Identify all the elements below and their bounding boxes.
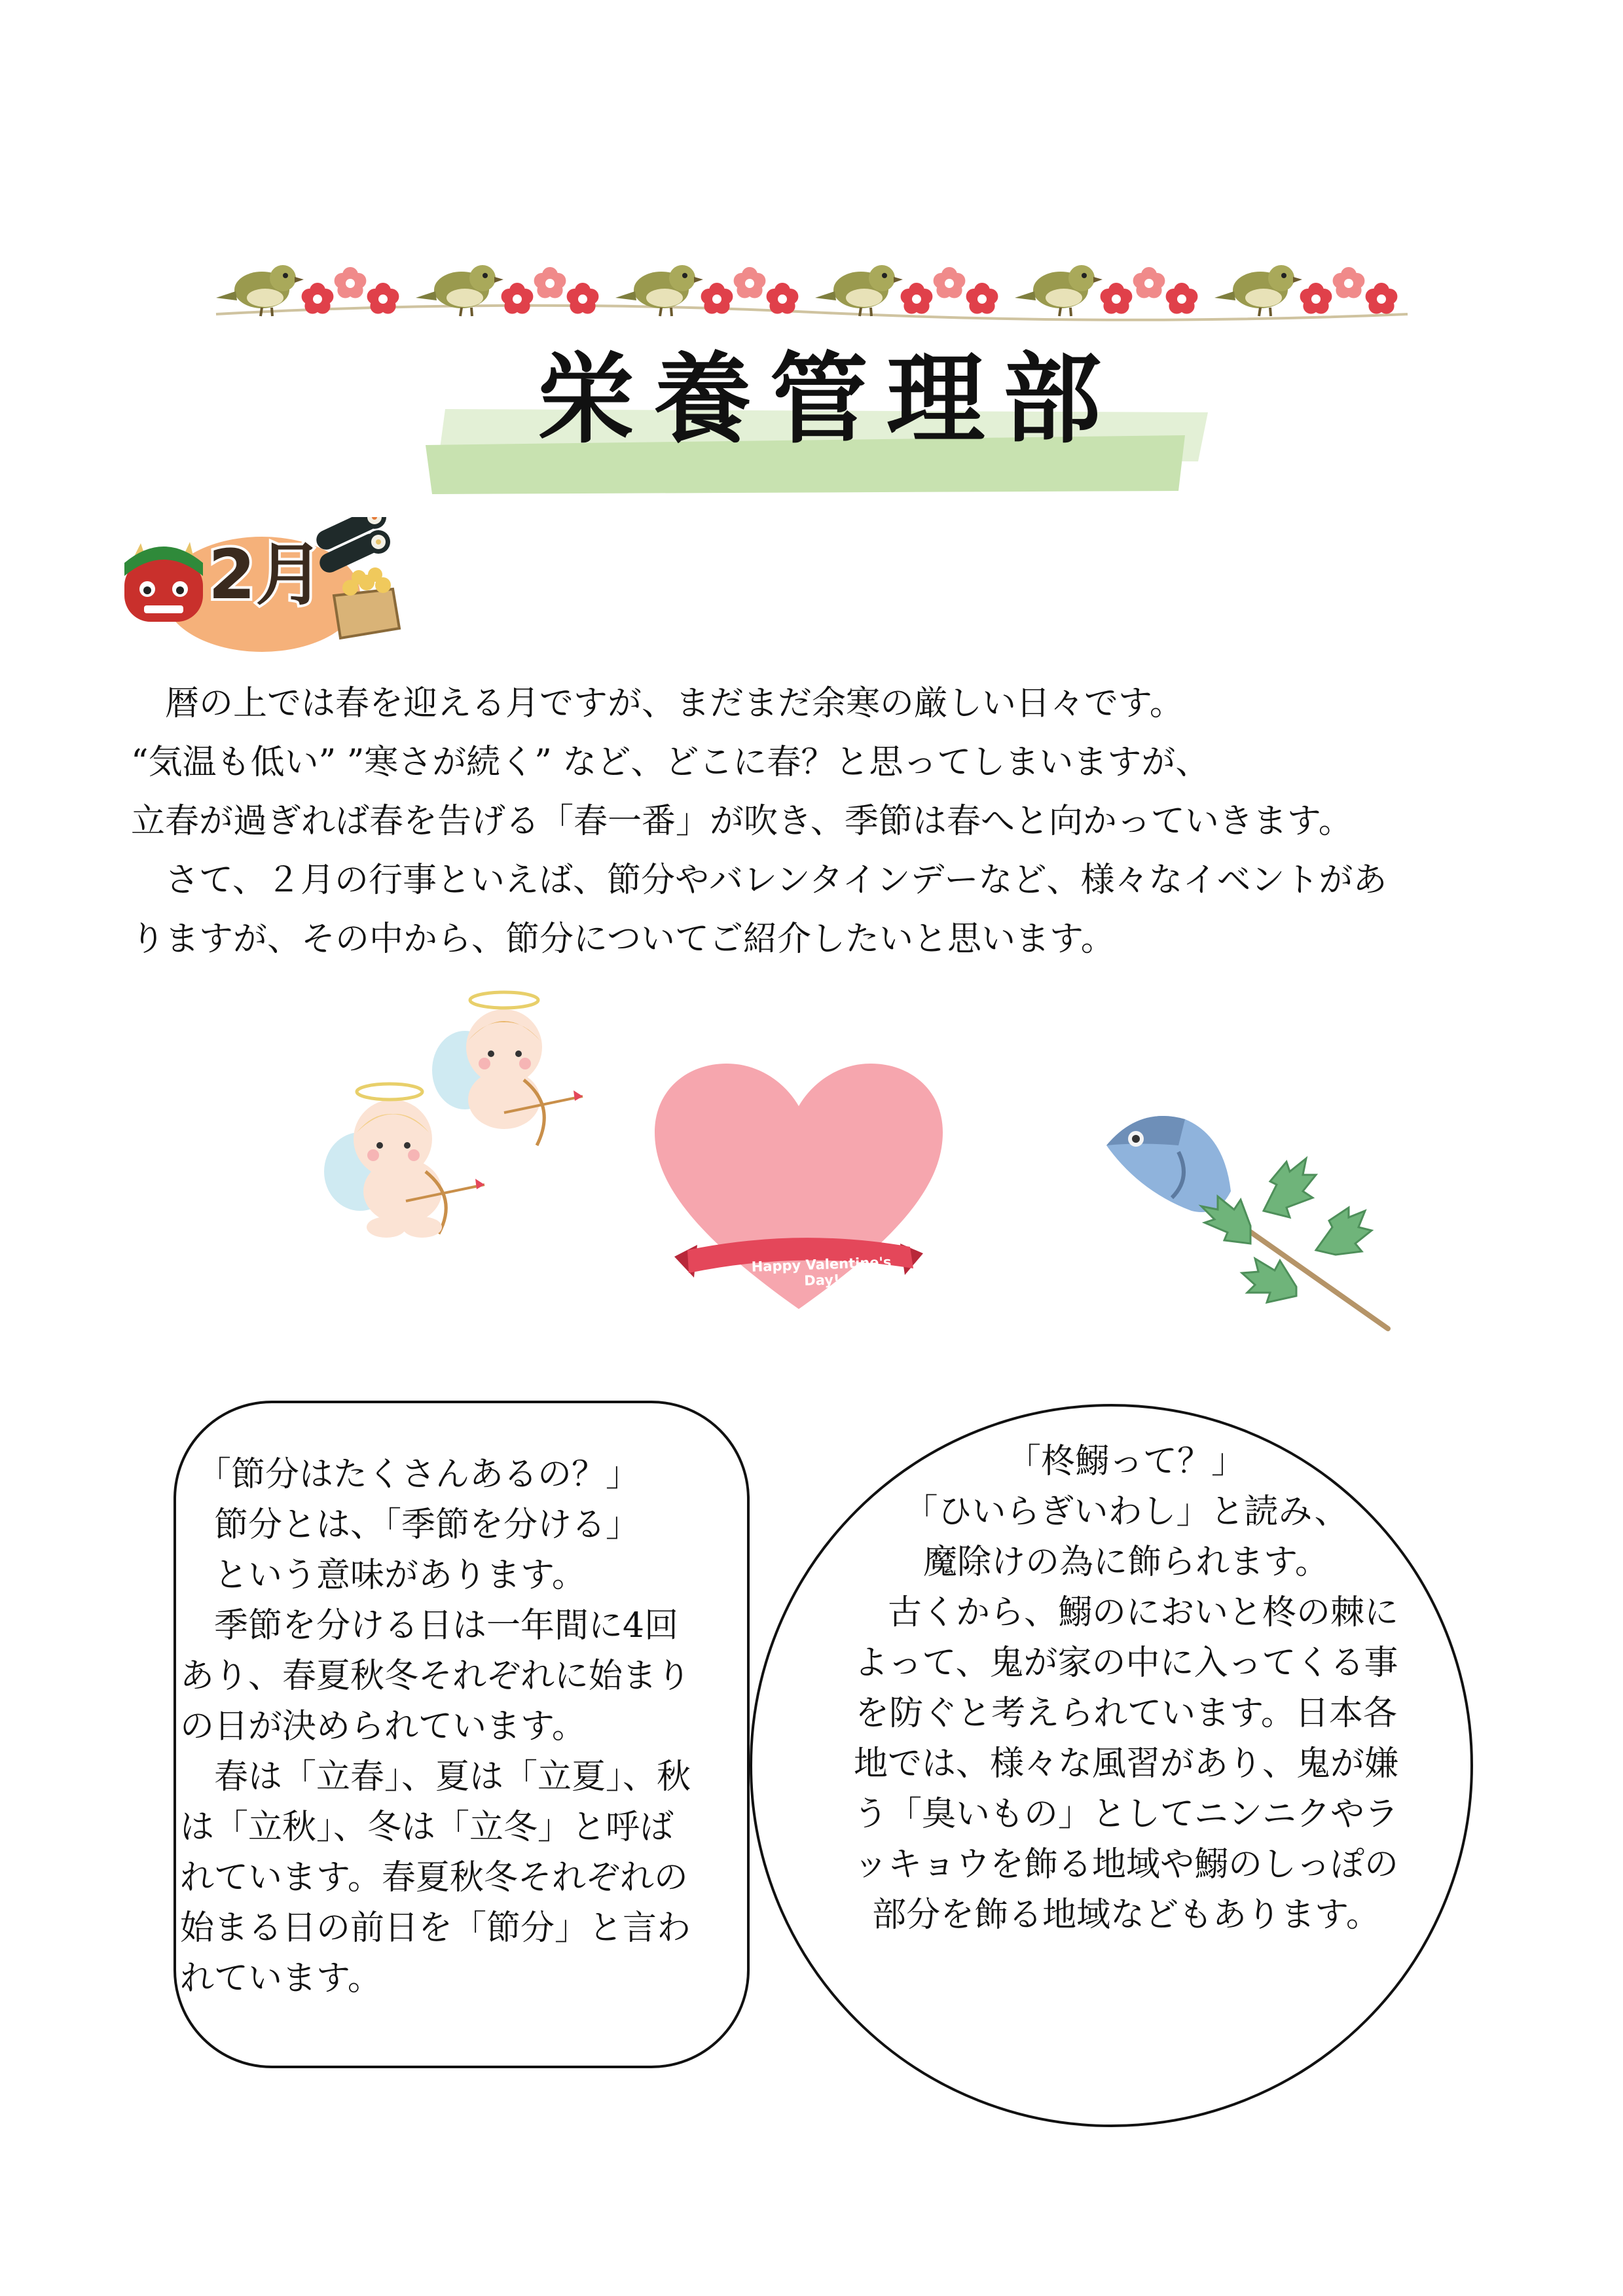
intro-line: りますが、その中から、節分についてご紹介したいと思います。 xyxy=(131,920,1115,959)
plum-blossom-icon xyxy=(1133,267,1165,298)
intro-paragraph xyxy=(131,674,1545,969)
plum-blossom-icon xyxy=(567,283,599,314)
setsubun-line: 春は「立春」、夏は「立夏」、秋 xyxy=(180,1757,691,1797)
intro-line: さて、２月の行事といえば、節分やバレンタインデーなど、様々なイベントがあ xyxy=(131,861,1387,900)
valentine-banner-text: Happy Valentine's Day! xyxy=(751,1254,892,1289)
plum-blossom-icon xyxy=(966,283,998,314)
iwashi-line: を防ぐと考えられています。日本各 xyxy=(855,1694,1397,1733)
plum-blossom-icon xyxy=(1366,283,1398,314)
intro-line: “気温も低い” ”寒さが続く” など、どこに春？と思ってしまいますが、 xyxy=(131,743,1210,782)
iwashi-line: 「ひいらぎいわし」と読み、 xyxy=(903,1492,1349,1532)
iwashi-line: ッキョウを飾る地域や鰯のしっぽの xyxy=(853,1845,1398,1884)
hiiragi-iwashi-icon xyxy=(1100,1106,1401,1368)
plum-blossom-icon xyxy=(534,267,566,298)
setsubun-line: れています。春夏秋冬それぞれの xyxy=(180,1858,688,1897)
iwashi-line: 魔除けの為に飾られます。 xyxy=(923,1543,1329,1582)
plum-blossom-icon xyxy=(335,267,367,298)
uguisu-icon xyxy=(815,265,903,316)
plum-blossom-icon xyxy=(1333,267,1365,298)
uguisu-icon xyxy=(1214,265,1302,316)
iwashi-line: 古くから、鰯のにおいと柊の棘に xyxy=(853,1593,1398,1632)
setsubun-line: 季節を分ける日は一年間に4回 xyxy=(180,1606,679,1645)
month-label: 2月 xyxy=(208,535,324,615)
page-title: 栄養管理部 xyxy=(537,342,1120,457)
setsubun-line: 始まる日の前日を「節分」と言わ xyxy=(180,1909,691,1948)
plum-blossom-icon xyxy=(901,283,933,314)
setsubun-heading: 「節分はたくさんあるの？」 xyxy=(180,1455,640,1494)
iwashi-heading: 「柊鰯って？」 xyxy=(1006,1442,1245,1481)
uguisu-icon xyxy=(1015,265,1103,316)
plum-blossom-icon xyxy=(367,283,399,314)
iwashi-line: 地では、様々な風習があり、鬼が嫌 xyxy=(853,1744,1398,1784)
cupids-icon xyxy=(308,982,602,1244)
bird-plum-banner xyxy=(210,252,1414,331)
iwashi-line: う「臭いもの」としてニンニクやラ xyxy=(853,1795,1398,1834)
setsubun-line: 節分とは、「季節を分ける」 xyxy=(180,1505,640,1545)
setsubun-line: という意味があります。 xyxy=(180,1556,586,1595)
iwashi-line: よって、鬼が家の中に入ってくる事 xyxy=(854,1643,1398,1683)
iwashi-line: 部分を飾る地域などもあります。 xyxy=(872,1895,1380,1935)
setsubun-line: の日が決められています。 xyxy=(180,1707,586,1746)
iwashi-info-text xyxy=(805,1437,1447,1941)
plum-blossom-icon xyxy=(1166,283,1198,314)
plum-blossom-icon xyxy=(302,283,334,314)
setsubun-info-text xyxy=(180,1450,750,2004)
plum-blossom-icon xyxy=(767,283,799,314)
plum-blossom-icon xyxy=(1101,283,1133,314)
plum-blossom-icon xyxy=(734,267,766,298)
uguisu-icon xyxy=(416,265,503,316)
setsubun-line: れています。 xyxy=(180,1959,382,1998)
ehomaki-icon xyxy=(313,517,390,576)
plum-blossom-icon xyxy=(934,267,966,298)
plum-blossom-icon xyxy=(701,283,733,314)
setsubun-line: は「立秋」、冬は「立冬」と呼ば xyxy=(180,1808,674,1847)
plum-blossom-icon xyxy=(1300,283,1332,314)
plum-blossom-icon xyxy=(501,283,534,314)
oni-mask-icon xyxy=(124,542,203,622)
setsubun-line: あり、春夏秋冬それぞれに始まり xyxy=(180,1657,691,1696)
uguisu-icon xyxy=(216,265,304,316)
intro-line: 暦の上では春を迎える月ですが、まだまだ余寒の厳しい日々です。 xyxy=(131,684,1184,723)
intro-line: 立春が過ぎれば春を告げる「春一番」が吹き、季節は春へと向かっていきます。 xyxy=(131,802,1353,841)
